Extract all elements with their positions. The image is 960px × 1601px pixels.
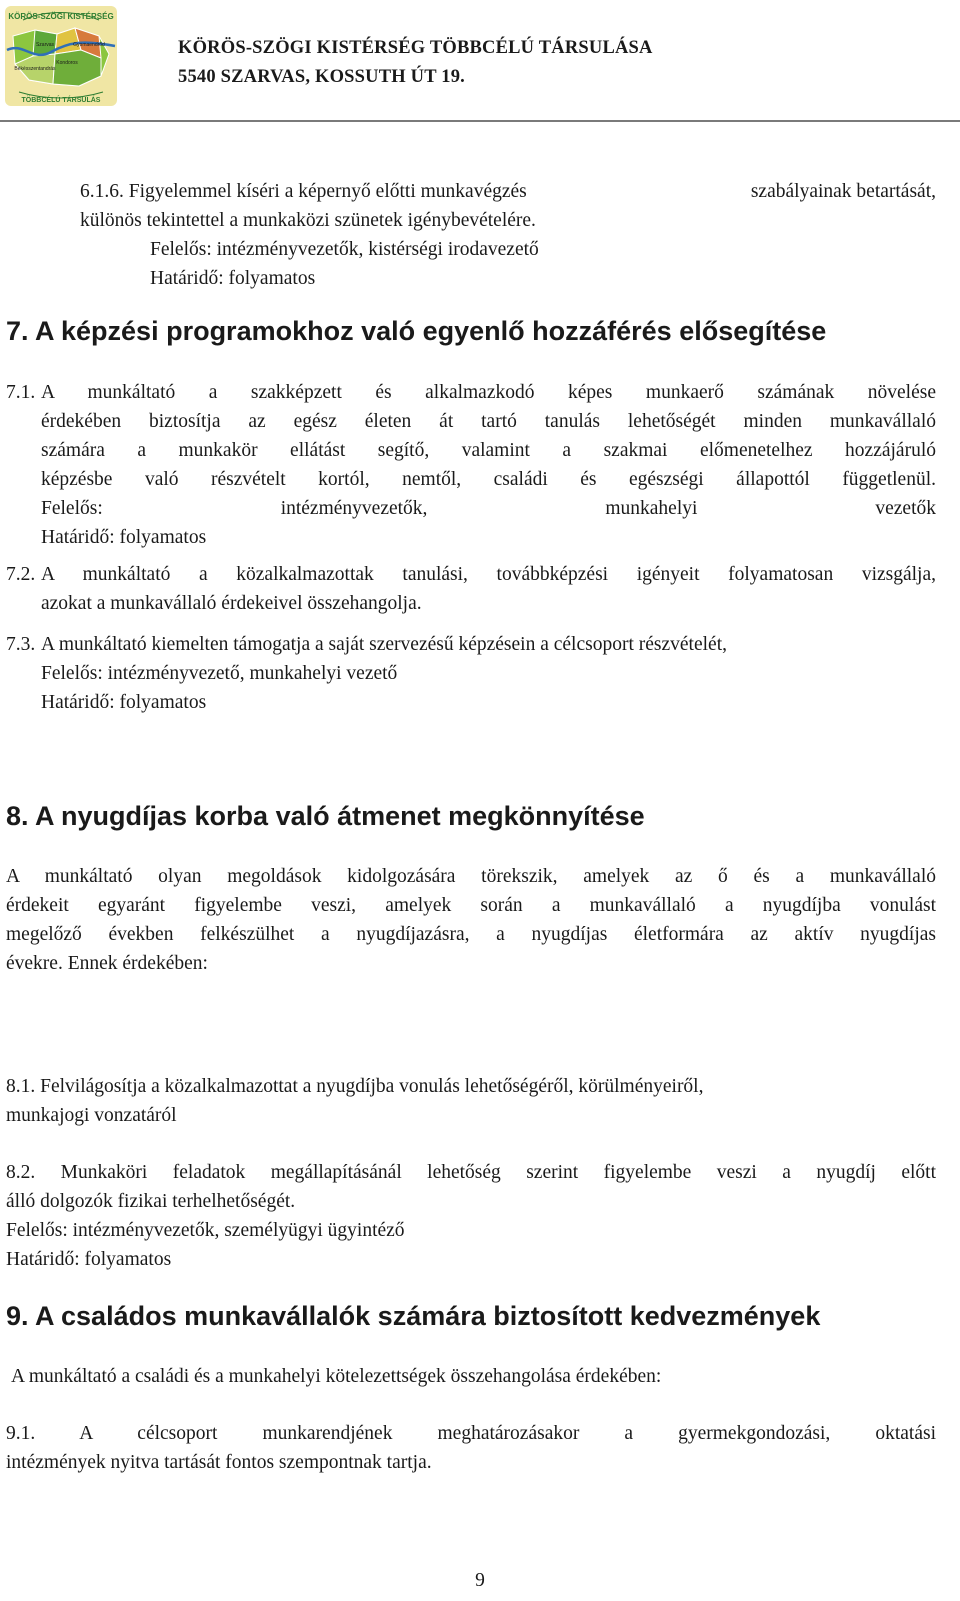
page-header (0, 0, 960, 122)
s81-line1: 8.1. Felvilágosítja a közalkalmazottat a nyugdíjba vonulás lehetőségéről, körülményeiről, (6, 1076, 704, 1097)
s71-line3: számára a munkakör ellátást segítő, valamint a szakmai előmenetelhez hozzájáruló (41, 440, 936, 461)
s82-line1: 8.2. Munkaköri feladatok megállapításánál lehetőség szerint figyelembe veszi a nyugdíj előtt (6, 1162, 936, 1183)
svg-text:Békésszentandrás: Békésszentandrás (14, 66, 56, 72)
p9-text: A munkáltató a családi és a munkahelyi kötelezettségek összehangolása érdekében: (11, 1366, 662, 1387)
p8-line2: érdekeit egyaránt figyelembe veszi, amelyek során a munkavállaló a nyugdíjba vonulást (6, 895, 936, 916)
s71-first-line (0, 378, 960, 407)
s616-deadline: Határidő: folyamatos (150, 268, 316, 289)
section-8-1 (0, 1072, 960, 1130)
section-7-2 (0, 560, 960, 618)
section-9-1 (0, 1419, 960, 1477)
section-7-1 (0, 378, 960, 552)
s73-deadline: Határidő: folyamatos (41, 692, 207, 713)
organization-name: KÖRÖS-SZÖGI KISTÉRSÉG TÖBBCÉLÚ TÁRSULÁSA (178, 38, 653, 58)
s616-line2: különös tekintettel a munkaközi szünetek igénybevételére. (80, 210, 536, 231)
s71-deadline: Határidő: folyamatos (41, 527, 207, 548)
s72-line2: azokat a munkavállaló érdekeivel összehangolja. (41, 593, 422, 614)
s73-first-line (0, 630, 960, 659)
s73-number: 7.3. (6, 634, 36, 655)
s72-line1: A munkáltató a közalkalmazottak tanulási, továbbképzési igényeit folyamatosan vizsgálja, (41, 564, 936, 585)
s71-line4: képzésbe való részvételt kortól, nemtől, családi és egészségi állapottól függetlenül. (41, 469, 936, 490)
p8-line1: A munkáltató olyan megoldások kidolgozására törekszik, amelyek az ő és a munkavállaló (6, 866, 936, 887)
s73-line1: A munkáltató kiemelten támogatja a saját szervezésű képzésein a célcsoport részvételét, (41, 634, 727, 655)
s71-number: 7.1. (6, 382, 36, 403)
p8-line3: megelőző években felkészülhet a nyugdíjazásra, a nyugdíjas életformára az aktív nyugdíjas (6, 924, 936, 945)
heading-9: 9. A családos munkavállalók számára biztosított kedvezmények (6, 1301, 821, 1331)
s71-line1: A munkáltató a szakképzett és alkalmazkodó képes munkaerő számának növelése (41, 382, 936, 403)
s616-responsible: Felelős: intézményvezetők, kistérségi irodavezető (150, 239, 539, 260)
s81-line2: munkajogi vonzatáról (6, 1105, 177, 1126)
page-number: 9 (475, 1570, 485, 1591)
s82-deadline: Határidő: folyamatos (6, 1249, 172, 1270)
organization-address: 5540 SZARVAS, KOSSUTH ÚT 19. (178, 67, 465, 87)
p8-line4: évekre. Ennek érdekében: (6, 953, 208, 974)
heading-8: 8. A nyugdíjas korba való átmenet megkönnyítése (6, 801, 645, 831)
organization-heading (178, 34, 653, 92)
s616-line1-left: 6.1.6. Figyelemmel kíséri a képernyő előtti munkavégzés (80, 181, 527, 202)
paragraph-8 (0, 862, 960, 978)
logo-map-icon (5, 6, 117, 106)
s91-line2: intézmények nyitva tartását fontos szempontnak tartja. (6, 1452, 432, 1473)
svg-text:Szarvas: Szarvas (35, 42, 55, 48)
s616-line1-right: szabályainak betartását, (750, 181, 936, 202)
s82-responsible: Felelős: intézményvezetők, személyügyi ügyintéző (6, 1220, 405, 1241)
s71-line2: érdekében biztosítja az egész életen át tartó tanulás lehetőségét minden munkavállaló (41, 411, 936, 432)
s82-line2: álló dolgozók fizikai terhelhetőségét. (6, 1191, 296, 1212)
header-divider (0, 120, 960, 122)
svg-text:KÖRÖS-SZÖGI KISTÉRSÉG: KÖRÖS-SZÖGI KISTÉRSÉG (8, 12, 114, 21)
s72-first-line (0, 560, 960, 589)
svg-text:TÖBBCÉLÚ TÁRSULÁS: TÖBBCÉLÚ TÁRSULÁS (21, 97, 101, 104)
section-8-2 (0, 1158, 960, 1274)
paragraph-9 (0, 1362, 960, 1391)
section-7-3 (0, 630, 960, 717)
svg-text:Kondoros: Kondoros (56, 60, 78, 66)
heading-7: 7. A képzési programokhoz való egyenlő hozzáférés elősegítése (6, 316, 827, 346)
s73-responsible: Felelős: intézményvezető, munkahelyi vezető (41, 663, 398, 684)
s71-responsible: Felelős: intézményvezetők, munkahelyi vezetők (41, 498, 936, 519)
s91-line1: 9.1. A célcsoport munkarendjének meghatározásakor a gyermekgondozási, oktatási (6, 1423, 936, 1444)
s616-line1 (0, 177, 960, 206)
svg-text:Gyomaendrőd: Gyomaendrőd (73, 42, 105, 48)
organization-logo (5, 6, 117, 106)
s72-number: 7.2. (6, 564, 36, 585)
section-6-1-6 (0, 177, 960, 293)
